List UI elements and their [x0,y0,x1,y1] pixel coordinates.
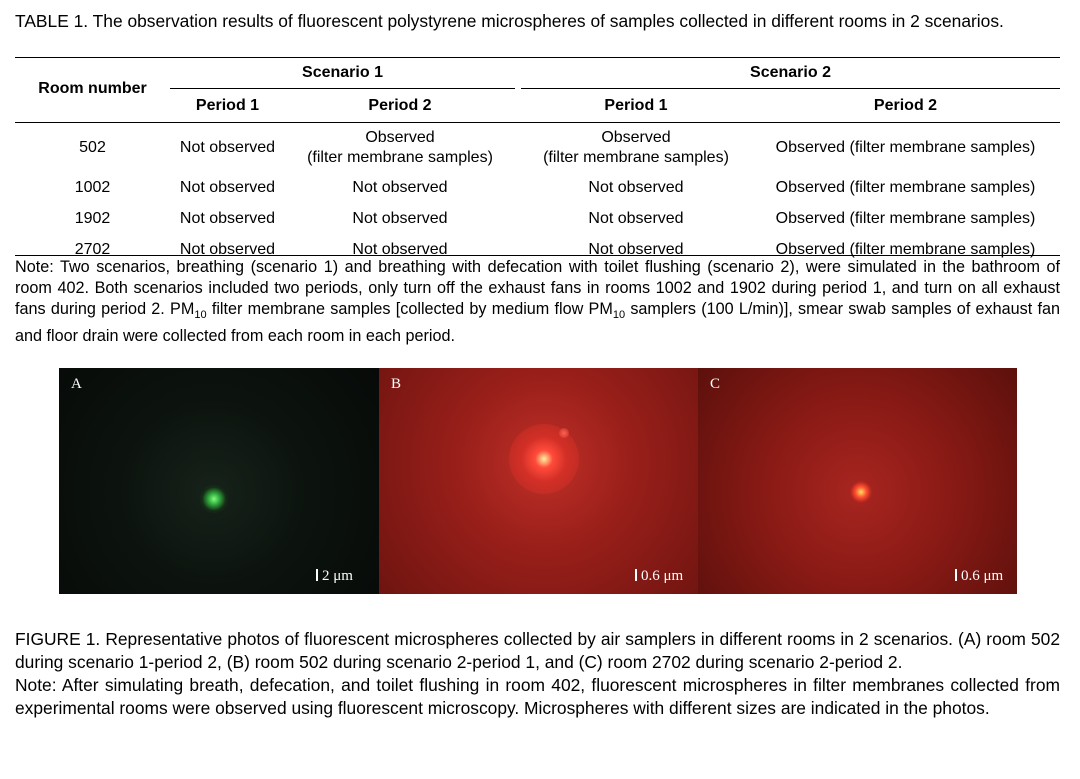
panel-label: C [710,376,721,392]
header-s1-period-1: Period 1 [170,89,285,123]
scale-bar-line [316,569,318,581]
cell-s1p2 [285,123,515,173]
figure-note: Note: After simulating breath, defecation, and toilet flushing in room 402, fluorescent microspheres in filter membranes collected from experimental rooms were observed using fluorescent microscopy. Microspheres with different sizes are indicated in the photos. [15,675,1060,718]
header-scenario-1: Scenario 1 [170,58,515,89]
cell-room: 502 [79,138,106,156]
cell-s2p1: Not observed [588,240,684,258]
table-caption: TABLE 1. The observation results of fluorescent polystyrene microspheres of samples collected in different rooms in 2 scenarios. [15,11,1004,31]
header-s2-period-1: Period 1 [521,89,751,123]
table-note-sub2: 10 [612,309,626,322]
photo-panel-c [698,368,1017,594]
scale-bar-text: 0.6 μm [641,568,684,584]
cell-s2p2: Observed (filter membrane samples) [775,178,1036,196]
table-row [15,123,1060,173]
table-note-part1: Note: Two scenarios, breathing (scenario 1) and breathing with defecation with toilet flushing (scenario 2), were simulated in the bathroom of room 402. Both scenarios included two periods, only turn off the exhaust fans in rooms 1002 and 1902 during period 1, and turn on all exhaust fans during period 2. PM [15,258,1060,318]
scale-bar-text: 2 μm [322,568,353,584]
cell-s2p2: Observed (filter membrane samples) [775,240,1036,258]
microsphere-spot [850,481,872,503]
header-room-number: Room number [15,58,170,123]
cell-s1p1: Not observed [179,138,276,156]
cell-s2p1: Not observed [588,209,684,227]
microsphere-spot [559,428,569,438]
scale-bar [635,568,683,585]
table-row [15,203,1060,234]
panel-label: A [71,376,82,392]
figure-caption-line: FIGURE 1. Representative photos of fluorescent microspheres collected by air samplers in different rooms in 2 scenarios. (A) room 502 during scenario 1-period 2, (B) room 502 during scenario 2-period 1, and (C) room 2702 during scenario 2-period 2. [15,629,1060,672]
figure-photos [59,368,1017,594]
microsphere-spot [200,485,228,513]
table-note [15,257,1060,347]
cell-s1p2-line1: Observed [365,128,435,146]
cell-s1p1: Not observed [179,178,276,196]
table-note-part3: samplers (100 L/min)], smear swab samples of exhaust fan and floor drain were collected from each room in each period. [15,300,1060,346]
cell-room: 1902 [74,209,111,227]
scale-bar-line [635,569,637,581]
header-scenario-2: Scenario 2 [521,58,1060,89]
cell-s1p1: Not observed [179,209,276,227]
cell-s2p2: Observed (filter membrane samples) [775,209,1036,227]
cell-s2p1: Not observed [588,178,684,196]
table-note-part2: filter membrane samples [collected by medium flow PM [206,300,613,318]
cell-s1p2: Not observed [352,240,448,258]
cell-s1p2: Not observed [352,178,448,196]
cell-room: 1002 [74,178,111,196]
table-bottom-rule [15,255,1060,256]
scale-bar [955,568,1003,585]
cell-s1p2: Not observed [352,209,448,227]
cell-s2p1-line1: Observed [601,128,671,146]
scale-bar-text: 0.6 μm [961,568,1004,584]
scale-bar-line [955,569,957,581]
cell-s1p1: Not observed [179,240,276,258]
table-row [15,172,1060,203]
figure-caption [15,628,1060,720]
cell-s1p2-line2: (filter membrane samples) [307,148,493,166]
cell-s2p2: Observed (filter membrane samples) [775,138,1036,156]
header-s2-period-2: Period 2 [751,89,1060,123]
photo-panel-a [59,368,379,594]
photo-panel-b [379,368,698,594]
cell-s2p1-line2: (filter membrane samples) [543,148,729,166]
table-note-sub1: 10 [194,309,207,322]
panel-label: B [391,376,402,392]
cell-room: 2702 [74,240,111,258]
header-s1-period-2: Period 2 [285,89,515,123]
observation-table [15,57,1060,265]
cell-s2p1 [521,123,751,173]
scale-bar [316,568,353,585]
